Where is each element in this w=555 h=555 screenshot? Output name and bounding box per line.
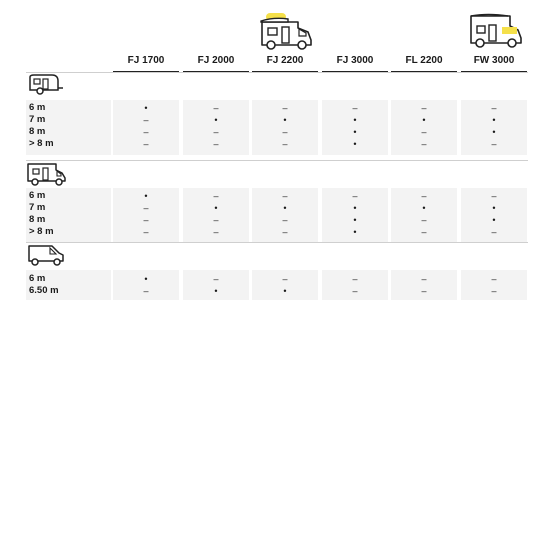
row-label-panel	[26, 100, 111, 155]
compatibility-mark: •	[422, 203, 426, 213]
column-header-row	[113, 53, 528, 73]
compatibility-mark: –	[491, 227, 497, 237]
compatibility-mark: –	[282, 215, 288, 225]
cell-column	[391, 100, 457, 155]
compatibility-mark: –	[213, 191, 219, 201]
cell-column	[322, 188, 388, 243]
compatibility-mark: –	[352, 286, 358, 296]
compatibility-mark: •	[144, 274, 148, 284]
compatibility-mark: –	[143, 115, 149, 125]
cell-column	[322, 270, 388, 300]
motorhome-roof-awning-icon	[258, 10, 314, 50]
section-divider	[26, 160, 528, 161]
compatibility-mark: –	[352, 103, 358, 113]
compatibility-mark: •	[422, 115, 426, 125]
caravan-icon	[26, 74, 64, 96]
compatibility-mark: •	[283, 286, 287, 296]
row-label: 7 m	[29, 202, 46, 213]
column-header: FW 3000	[461, 53, 527, 72]
compatibility-mark: –	[213, 127, 219, 137]
cell-column	[183, 270, 249, 300]
compatibility-mark: –	[213, 215, 219, 225]
row-label-panel	[26, 188, 111, 243]
compatibility-mark: •	[353, 227, 357, 237]
compatibility-mark: •	[214, 203, 218, 213]
compatibility-mark: •	[353, 139, 357, 149]
column-header: FJ 2000	[183, 53, 249, 72]
compatibility-mark: –	[491, 139, 497, 149]
compatibility-mark: –	[491, 286, 497, 296]
compatibility-mark: –	[213, 139, 219, 149]
cell-column	[391, 270, 457, 300]
row-label: 6 m	[29, 190, 46, 201]
compatibility-mark: •	[283, 115, 287, 125]
compatibility-mark: •	[353, 127, 357, 137]
compatibility-mark: •	[492, 203, 496, 213]
compatibility-mark: –	[421, 215, 427, 225]
compatibility-mark: –	[143, 227, 149, 237]
compatibility-mark: –	[143, 215, 149, 225]
compatibility-mark: –	[282, 274, 288, 284]
cell-column	[461, 100, 527, 155]
cell-column	[113, 100, 179, 155]
compatibility-mark: –	[352, 191, 358, 201]
cell-column	[183, 188, 249, 243]
cell-column	[461, 270, 527, 300]
compatibility-mark: –	[421, 274, 427, 284]
compatibility-mark: –	[491, 103, 497, 113]
compatibility-mark: –	[421, 127, 427, 137]
section-divider	[26, 242, 528, 243]
row-label: > 8 m	[29, 226, 54, 237]
column-header: FJ 3000	[322, 53, 388, 72]
compatibility-mark: –	[491, 191, 497, 201]
compatibility-mark: –	[282, 103, 288, 113]
compatibility-mark: –	[143, 286, 149, 296]
compatibility-mark: –	[143, 203, 149, 213]
cell-column	[252, 188, 318, 243]
compatibility-mark: •	[283, 203, 287, 213]
motorhome-icon	[26, 162, 68, 186]
compatibility-mark: –	[421, 103, 427, 113]
column-header: FJ 1700	[113, 53, 179, 72]
row-label-panel	[26, 270, 111, 300]
compatibility-mark: –	[282, 139, 288, 149]
cell-column	[391, 188, 457, 243]
compatibility-mark: •	[214, 286, 218, 296]
row-label: 6 m	[29, 102, 46, 113]
compatibility-mark: •	[214, 115, 218, 125]
compatibility-mark: –	[421, 227, 427, 237]
compatibility-mark: •	[144, 191, 148, 201]
row-label: 8 m	[29, 126, 46, 137]
compatibility-mark: •	[353, 115, 357, 125]
cell-column	[461, 188, 527, 243]
compatibility-mark: –	[143, 139, 149, 149]
cell-column	[113, 270, 179, 300]
row-label: 6 m	[29, 273, 46, 284]
column-header: FJ 2200	[252, 53, 318, 72]
van-icon	[26, 244, 66, 266]
row-label: 8 m	[29, 214, 46, 225]
compatibility-mark: •	[144, 103, 148, 113]
row-label: 7 m	[29, 114, 46, 125]
compatibility-mark: •	[353, 215, 357, 225]
compatibility-mark: –	[421, 191, 427, 201]
compatibility-mark: –	[421, 286, 427, 296]
compatibility-mark: –	[282, 191, 288, 201]
compatibility-mark: –	[491, 274, 497, 284]
compatibility-mark: –	[213, 103, 219, 113]
cell-column	[113, 188, 179, 243]
cell-column	[252, 270, 318, 300]
compatibility-mark: •	[353, 203, 357, 213]
compatibility-mark: •	[492, 115, 496, 125]
cell-column	[183, 100, 249, 155]
row-label: > 8 m	[29, 138, 54, 149]
compatibility-mark: –	[352, 274, 358, 284]
row-label: 6.50 m	[29, 285, 59, 296]
compatibility-mark: –	[282, 227, 288, 237]
compatibility-mark: •	[492, 215, 496, 225]
motorhome-side-awning-icon	[468, 12, 524, 50]
compatibility-mark: •	[492, 127, 496, 137]
section-divider	[26, 72, 528, 73]
compatibility-mark: –	[213, 274, 219, 284]
compatibility-mark: –	[282, 127, 288, 137]
column-header: FL 2200	[391, 53, 457, 72]
cell-column	[252, 100, 318, 155]
compatibility-mark: –	[143, 127, 149, 137]
compatibility-mark: –	[213, 227, 219, 237]
cell-column	[322, 100, 388, 155]
compatibility-mark: –	[421, 139, 427, 149]
